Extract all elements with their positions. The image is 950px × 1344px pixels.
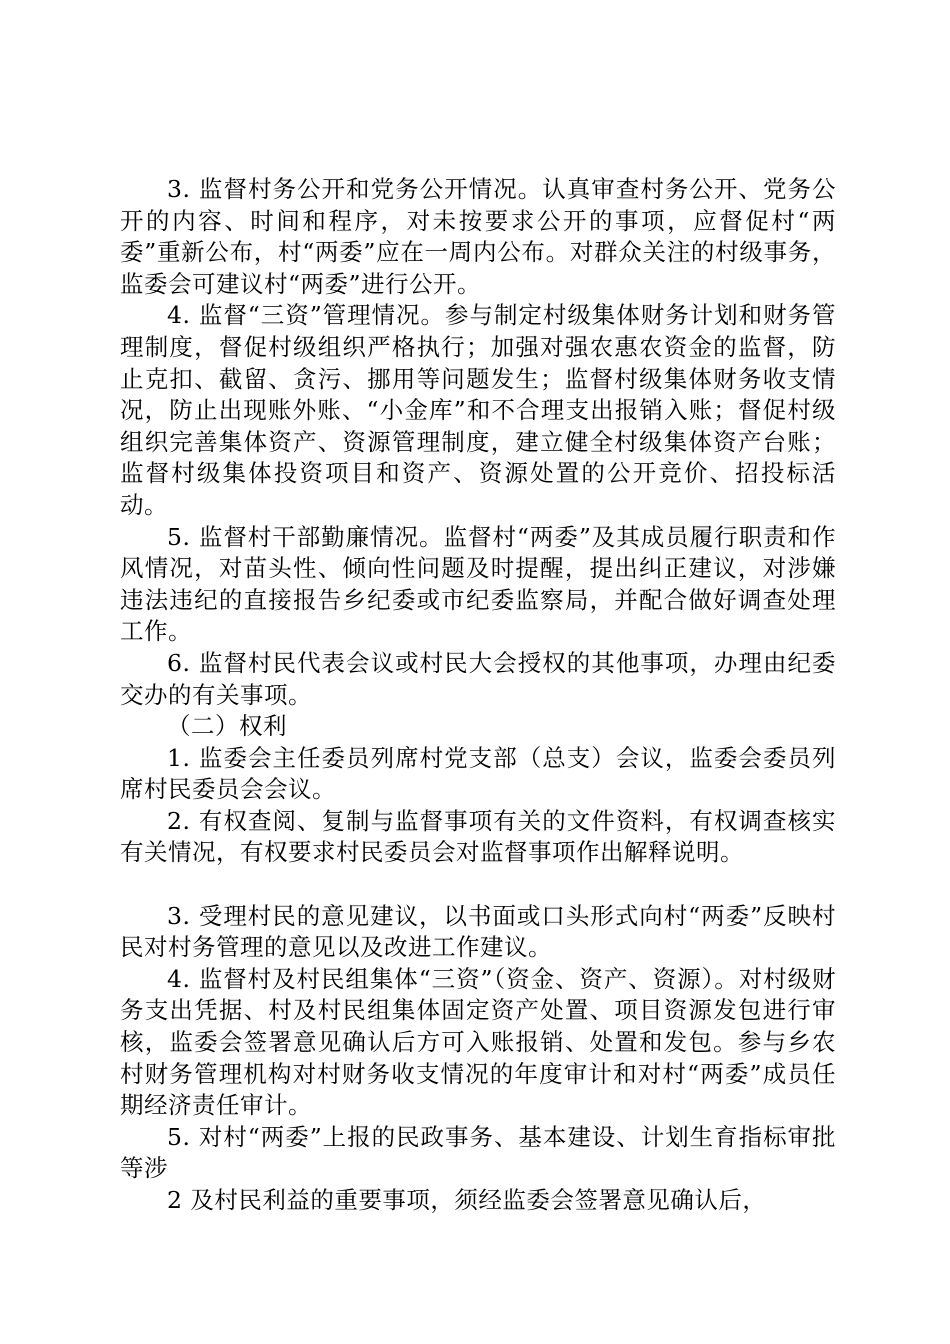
paragraph-villager-opinions: 3. 受理村民的意见建议，以书面或口头形式向村“两委”反映村民对村务管理的意见以及改进工作建议。 <box>120 901 836 962</box>
paragraph-collective-assets-review: 4. 监督村及村民组集体“三资”（资金、资产、资源）。对村级财务支出凭据、村及村民组集体固定资产处置、项目资源发包进行审核，监委会签署意见确认后方可入账报销、处置和发包。参与乡农村财务管理机构对村财务收支情况的年度审计和对村“两委”成员任期经济责任审计。 <box>120 964 836 1120</box>
document-page <box>120 174 836 1217</box>
section-heading-rights: （二）权利 <box>167 712 287 741</box>
paragraph-three-assets-management: 4. 监督“三资”管理情况。参与制定村级集体财务计划和财务管理制度，督促村级组织严格执行；加强对强农惠农资金的监督，防止克扣、截留、贪污、挪用等问题发生；监督村级集体财务收支情况，防止出现账外账、“小金库”和不合理支出报销入账；督促村级组织完善集体资产、资源管理制度，建立健全村级集体资产台账；监督村级集体投资项目和资产、资源处置的公开竞价、招投标活动。 <box>120 301 836 519</box>
paragraph-important-matters: 2 及村民利益的重要事项，须经监委会签署意见确认后， <box>167 1186 767 1214</box>
paragraph-attend-meetings: 1. 监委会主任委员列席村党支部（总支）会议，监委会委员列席村民委员会会议。 <box>120 743 836 804</box>
paragraph-village-affairs-disclosure: 3. 监督村务公开和党务公开情况。认真审查村务公开、党务公开的内容、时间和程序，对未按要求公开的事项，应督促村“两委”重新公布，村“两委”应在一周内公布。对群众关注的村级事务，监委会可建议村“两委”进行公开。 <box>120 175 836 298</box>
paragraph-reported-affairs: 5. 对村“两委”上报的民政事务、基本建设、计划生育指标审批等涉 <box>120 1122 836 1183</box>
paragraph-other-matters: 6. 监督村民代表会议或村民大会授权的其他事项，办理由纪委交办的有关事项。 <box>120 648 836 709</box>
paragraph-review-documents: 2. 有权查阅、复制与监督事项有关的文件资料，有权调查核实有关情况，有权要求村民委员会对监督事项作出解释说明。 <box>120 806 836 867</box>
blank-line <box>120 869 836 901</box>
paragraph-cadre-integrity: 5. 监督村干部勤廉情况。监督村“两委”及其成员履行职责和作风情况，对苗头性、倾向性问题及时提醒，提出纠正建议，对涉嫌违法违纪的直接报告乡纪委或市纪委监察局，并配合做好调查处理工作。 <box>120 522 836 646</box>
